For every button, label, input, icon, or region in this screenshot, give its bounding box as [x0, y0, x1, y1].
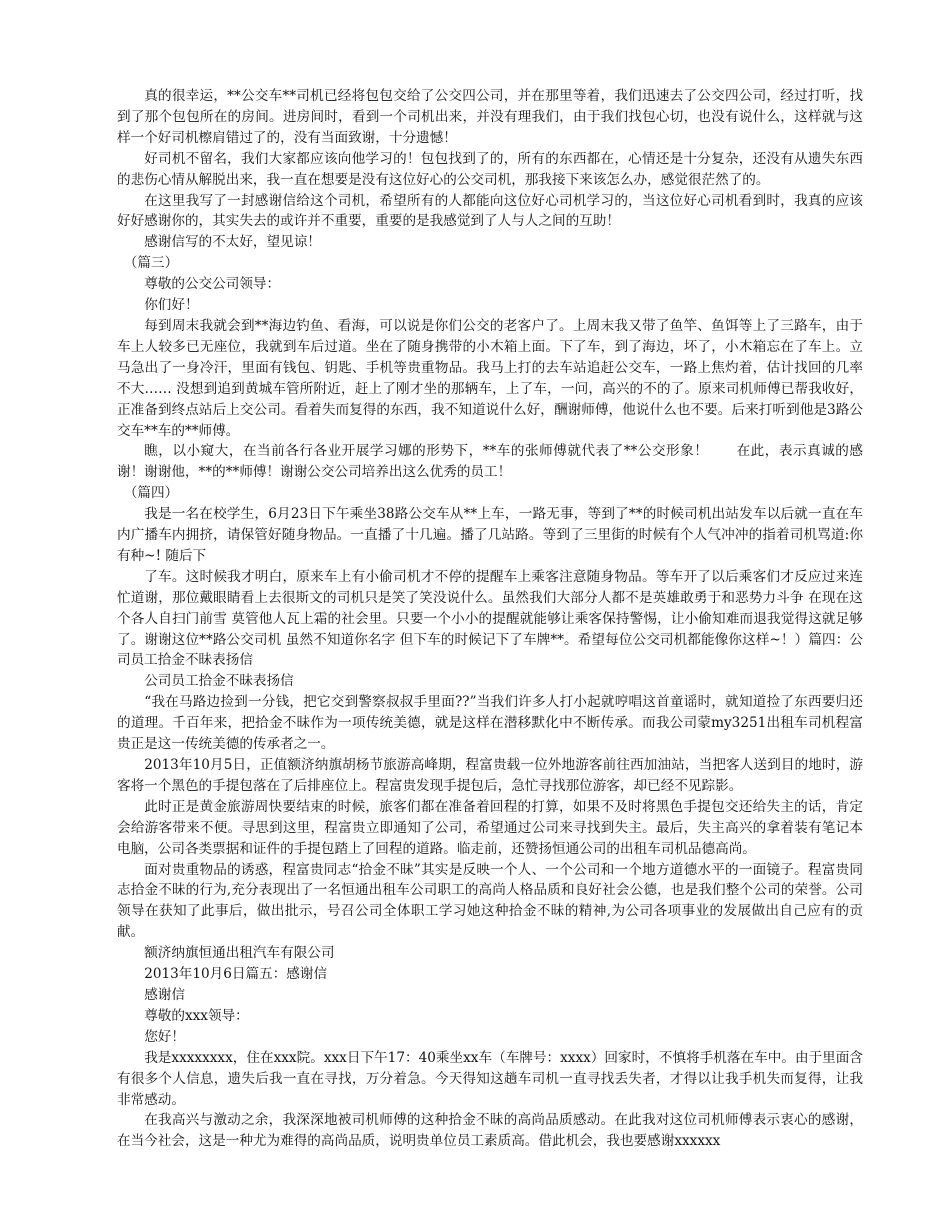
greeting: 你们好！ [144, 297, 199, 314]
greeting: 您好！ [144, 1028, 185, 1045]
salutation: 尊敬的xxx领导： [144, 1007, 249, 1024]
paragraph: 真的很幸运，**公交车**司机已经将包包交给了公交四公司，并在那里等着，我们迅速去了公交四公司，经过打听，找到了那个包包所在的房间。进房间时，看到一个司机出来，并没有理我们，由于我们找包心切，也没有说什么，这样就与这样一个好司机檫肩错过了的，没有当面致谢，十分遗憾！ [117, 88, 863, 146]
paragraph: 瞧，以小窥大，在当前各行各业开展学习娜的形势下，**车的张师傅就代表了**公交形象！ 在此，表示真诚的感谢！谢谢他，**的**师傅！谢谢公交公司培养出这么优秀的员工！ [117, 443, 863, 481]
letter-title: 感谢信 [144, 986, 185, 1003]
paragraph: “我在马路边捡到一分钱，把它交到警察叔叔手里面??”当我们许多人打小起就哼唱这首童谣时，就知道捡了东西要归还的道理。千百年来，把拾金不昧作为一项传统美德，就是这样在潜移默化中不断传承。而我公司蒙my3251出租车司机程富贵正是这一传统美德的传承者之一。 [117, 694, 863, 753]
paragraph: 此时正是黄金旅游周快要结束的时候，旅客们都在准备着回程的打算，如果不及时将黑色手提包交还给失主的话，肯定会给游客带来不便。寻思到这里，程富贵立即通知了公司，希望通过公司来寻找到失主。最后，失主高兴的拿着装有笔记本电脑，公司各类票据和证件的手提包踏上了回程的道路。临走前，还赞扬恒通公司的出租车司机品德高尚。 [117, 798, 863, 857]
paragraph: 2013年10月5日，正值额济纳旗胡杨节旅游高峰期，程富贵载一位外地游客前往西加油站，当把客人送到目的地时，游客将一个黑色的手提包落在了后排座位上。程富贵发现手提包后，急忙寻找那位游客，却已经不见踪影。 [117, 757, 863, 794]
signature-date: 2013年10月6日篇五：感谢信 [144, 966, 328, 983]
section-heading: （篇四） [123, 485, 179, 502]
paragraph: 每到周末我就会到**海边钓鱼、看海，可以说是你们公交的老客户了。上周末我又带了鱼竿、鱼饵等上了三路车，由于车上人较多已无座位，我就到车后过道。坐在了随身携带的小木箱上面。下了车，到了海边，坏了，小木箱忘在了车上。立马急出了一身冷汗，里面有钱包、钥匙、手机等贵重物品。我马上打的去车站追赶公交车，一路上焦灼着，估计找回的几率不大…… 没想到追到黄城车管所附近，赶上了刚才坐的那辆车，上了车，一问，高兴的不的了。原来司机师傅已帮我收好，正准备到终点站后上交公司。看着失而复得的东西，我不知道说什么好，酬谢师傅，他说什么也不要。后来打听到他是3路公交车**车的**师傅。 [117, 317, 863, 439]
paragraph: 了车。这时候我才明白，原来车上有小偷司机才不停的提醒车上乘客注意随身物品。等车开了以后乘客们才反应过来连忙道谢，那位戴眼睛看上去很斯文的司机只是笑了笑没说什么。虽然我们大部分人都不是英雄敢勇于和恶势力斗争 在现在这个各人自扫门前雪 莫管他人瓦上霜的社会里。只要一个小小的提醒就能够让乘客保持警惕，让小偷知难而退我觉得这就足够了。谢谢这位**路公交司机 虽然不知道你名字 但下车的时候记下了车牌**。希望每位公交司机都能像你这样~！）篇四：公司员工拾金不昧表扬信 [117, 568, 863, 669]
signature-company: 额济纳旗恒通出租汽车有限公司 [144, 945, 335, 962]
paragraph: 在我高兴与激动之余，我深深地被司机师傅的这种拾金不昧的高尚品质感动。在此我对这位司机师傅表示衷心的感谢，在当今社会，这是一种尤为难得的高尚品质，说明贵单位员工素质高。借此机会，我也要感谢xxxxxx [117, 1112, 863, 1150]
paragraph: 我是一名在校学生，6月23日下午乘坐38路公交车从**上车，一路无事，等到了**的时候司机出站发车以后就一直在车内广播车内拥挤，请保管好随身物品。一直播了十几遍。播了几站路。等到了三里街的时候有个人气冲冲的指着司机骂道:你有种~! 随后下 [117, 506, 863, 564]
paragraph: 我是xxxxxxxx，住在xxx院。xxx日下午17：40乘坐xx车（车牌号：xxxx）回家时，不慎将手机落在车中。由于里面含有很多个人信息，遗失后我一直在寻找，万分着急。今天得知这趟车司机一直寻找丢失者，才得以让我手机失而复得，让我非常感动。 [117, 1049, 863, 1108]
paragraph: 面对贵重物品的诱惑，程富贵同志“拾金不昧”其实是反映一个人、一个公司和一个地方道德水平的一面镜子。程富贵同志拾金不昧的行为,充分表现出了一名恒通出租车公司职工的高尚人格品质和良好社会公德，也是我们整个公司的荣誉。公司领导在获知了此事后，做出批示，号召公司全体职工学习她这种拾金不昧的精神,为公司各项事业的发展做出自己应有的贡献。 [117, 861, 863, 941]
paragraph: 好司机不留名，我们大家都应该向他学习的！包包找到了的，所有的东西都在，心情还是十分复杂，还没有从遗失东西的悲伤心情从解脱出来，我一直在想要是没有这位好心的公交司机，那我接下来该怎么办，感觉很茫然了的。 [117, 150, 863, 188]
paragraph: 感谢信写的不太好，望见谅！ [144, 234, 321, 251]
section-heading: （篇三） [123, 255, 179, 272]
paragraph: 在这里我写了一封感谢信给这个司机，希望所有的人都能向这位好心司机学习的，当这位好心司机看到时，我真的应该好好感谢你的，其实失去的或许并不重要，重要的是我感觉到了人与人之间的互助！ [117, 192, 863, 230]
salutation: 尊敬的公交公司领导： [144, 276, 281, 293]
document-body [117, 86, 863, 1152]
letter-title: 公司员工拾金不昧表扬信 [144, 673, 294, 690]
